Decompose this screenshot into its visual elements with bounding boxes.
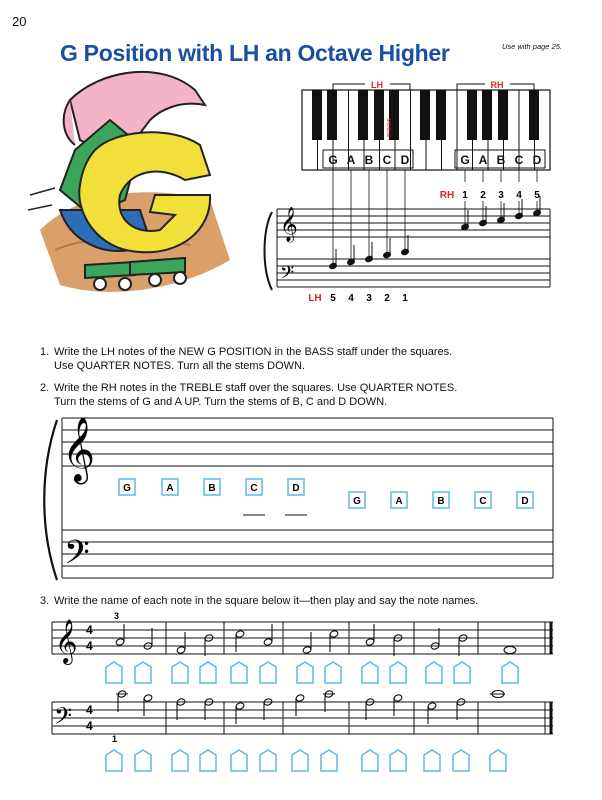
ex2-lh-box-a: A bbox=[166, 483, 174, 494]
rh-finger-1: 1 bbox=[462, 190, 468, 201]
page-number: 20 bbox=[12, 14, 27, 29]
rh-key-c: C bbox=[514, 153, 524, 167]
answer-box[interactable] bbox=[260, 750, 276, 771]
answer-box[interactable] bbox=[106, 750, 122, 771]
answer-box[interactable] bbox=[390, 662, 406, 683]
rh-fingering bbox=[440, 190, 540, 201]
answer-box[interactable] bbox=[453, 750, 469, 771]
answer-box[interactable] bbox=[454, 662, 470, 683]
rh-finger-4: 4 bbox=[516, 190, 522, 201]
ex2-lh-box-b: B bbox=[208, 483, 216, 494]
ex3-treble-time-bottom: 4 bbox=[86, 639, 93, 653]
ex2-rh-box-g: G bbox=[353, 496, 361, 507]
answer-box[interactable] bbox=[204, 479, 220, 495]
lh-key-a: A bbox=[346, 153, 356, 167]
lh-key-d: D bbox=[400, 153, 410, 167]
answer-box[interactable] bbox=[106, 662, 122, 683]
rh-finger-2: 2 bbox=[480, 190, 486, 201]
rh-key-b: B bbox=[496, 153, 506, 167]
lh-finger-2: 2 bbox=[384, 293, 390, 304]
lh-finger-5: 5 bbox=[330, 293, 336, 304]
answer-box[interactable] bbox=[433, 492, 449, 508]
ex3-bass-time-top: 4 bbox=[86, 703, 93, 717]
answer-box[interactable] bbox=[231, 662, 247, 683]
bass-clef-icon: 𝄢 bbox=[280, 263, 295, 288]
exercise2-lh-boxes bbox=[119, 479, 304, 495]
instruction-number: 1. bbox=[40, 346, 50, 358]
ex2-lh-box-d: D bbox=[292, 483, 300, 494]
rh-key-d: D bbox=[532, 153, 542, 167]
answer-box[interactable] bbox=[502, 662, 518, 683]
answer-box[interactable] bbox=[390, 750, 406, 771]
answer-box[interactable] bbox=[172, 750, 188, 771]
answer-box[interactable] bbox=[135, 662, 151, 683]
answer-box[interactable] bbox=[162, 479, 178, 495]
answer-box[interactable] bbox=[292, 750, 308, 771]
instruction-line: Write the RH notes in the TREBLE staff over the squares. Use QUARTER NOTES. bbox=[54, 382, 458, 394]
answer-box[interactable] bbox=[362, 750, 378, 771]
instruction-line: Write the name of each note in the square below it—then play and say the note names. bbox=[54, 595, 479, 607]
answer-box[interactable] bbox=[362, 662, 378, 683]
skater-illustration bbox=[28, 72, 230, 292]
ex2-treble-clef-icon: 𝄞 bbox=[62, 417, 96, 482]
page-title: G Position with LH an Octave Higher bbox=[60, 40, 450, 66]
answer-box[interactable] bbox=[135, 750, 151, 771]
instruction-line: Write the LH notes of the NEW G POSITION in the BASS staff under the squares. bbox=[54, 346, 453, 358]
rh-finger-label: RH bbox=[439, 190, 455, 201]
rh-finger-5: 5 bbox=[534, 190, 540, 201]
answer-box[interactable] bbox=[517, 492, 533, 508]
ex3-treble-answer-boxes bbox=[106, 662, 518, 683]
ex2-lh-box-c: C bbox=[250, 483, 258, 494]
lh-key-b: B bbox=[364, 153, 374, 167]
keyboard-diagram bbox=[302, 80, 550, 266]
ex3-treble-time-top: 4 bbox=[86, 623, 93, 637]
instruction-3 bbox=[40, 594, 534, 608]
answer-box[interactable] bbox=[200, 750, 216, 771]
answer-box[interactable] bbox=[297, 662, 313, 683]
ex3-bass-time-bottom: 4 bbox=[86, 719, 93, 733]
answer-box[interactable] bbox=[325, 662, 341, 683]
middle-c-label: MIDDLE bbox=[385, 118, 391, 138]
ex2-bass-clef-icon: 𝄢 bbox=[64, 534, 90, 580]
answer-box[interactable] bbox=[260, 662, 276, 683]
instruction-number: 3. bbox=[40, 595, 50, 607]
ex3-bass-answer-boxes bbox=[106, 750, 506, 771]
ex3-treble-finger: 3 bbox=[114, 611, 120, 621]
ex3-treble-clef-icon: 𝄞 bbox=[55, 619, 78, 663]
exercise2-rh-boxes bbox=[349, 492, 533, 508]
answer-box[interactable] bbox=[424, 750, 440, 771]
ex3-bass-finger: 1 bbox=[112, 734, 118, 744]
lh-finger-3: 3 bbox=[366, 293, 372, 304]
rh-key-g: G bbox=[460, 153, 470, 167]
ex2-lh-box-g: G bbox=[123, 483, 131, 494]
ex3-treble-notes bbox=[115, 624, 516, 656]
ex3-bass-clef-icon: 𝄢 bbox=[54, 702, 73, 735]
answer-box[interactable] bbox=[426, 662, 442, 683]
answer-box[interactable] bbox=[119, 479, 135, 495]
answer-box[interactable] bbox=[475, 492, 491, 508]
rh-finger-3: 3 bbox=[498, 190, 504, 201]
answer-box[interactable] bbox=[200, 662, 216, 683]
use-with-note: Use with page 25. bbox=[501, 42, 562, 51]
answer-box[interactable] bbox=[349, 492, 365, 508]
answer-box[interactable] bbox=[231, 750, 247, 771]
ex2-rh-box-d: D bbox=[521, 496, 529, 507]
lh-key-g: G bbox=[328, 153, 338, 167]
instruction-1 bbox=[40, 345, 534, 373]
instruction-line: Use QUARTER NOTES. Turn all the stems DOWN. bbox=[54, 360, 306, 372]
answer-box[interactable] bbox=[172, 662, 188, 683]
ex2-rh-box-b: B bbox=[437, 496, 445, 507]
exercise3-treble-staff bbox=[52, 622, 553, 654]
instruction-number: 2. bbox=[40, 382, 50, 394]
answer-box[interactable] bbox=[391, 492, 407, 508]
answer-box[interactable] bbox=[321, 750, 337, 771]
lh-finger-4: 4 bbox=[348, 293, 354, 304]
key-guide-lines bbox=[333, 170, 537, 266]
answer-box[interactable] bbox=[288, 479, 304, 495]
lh-finger-label: LH bbox=[308, 293, 322, 304]
instruction-line: Turn the stems of G and A UP. Turn the stems of B, C and D DOWN. bbox=[54, 396, 388, 408]
answer-box[interactable] bbox=[246, 479, 262, 495]
lh-fingering bbox=[308, 293, 408, 304]
instruction-2 bbox=[40, 381, 534, 409]
lh-keyboard-label: LH bbox=[371, 80, 383, 90]
lh-finger-1: 1 bbox=[402, 293, 408, 304]
answer-box[interactable] bbox=[490, 750, 506, 771]
ex2-rh-box-a: A bbox=[395, 496, 403, 507]
rh-keyboard-label: RH bbox=[490, 80, 504, 90]
ex2-rh-box-c: C bbox=[479, 496, 487, 507]
ex3-bass-notes bbox=[117, 690, 504, 724]
treble-clef-icon: 𝄞 bbox=[280, 207, 298, 242]
lh-key-c: C bbox=[382, 153, 392, 167]
rh-key-a: A bbox=[478, 153, 488, 167]
